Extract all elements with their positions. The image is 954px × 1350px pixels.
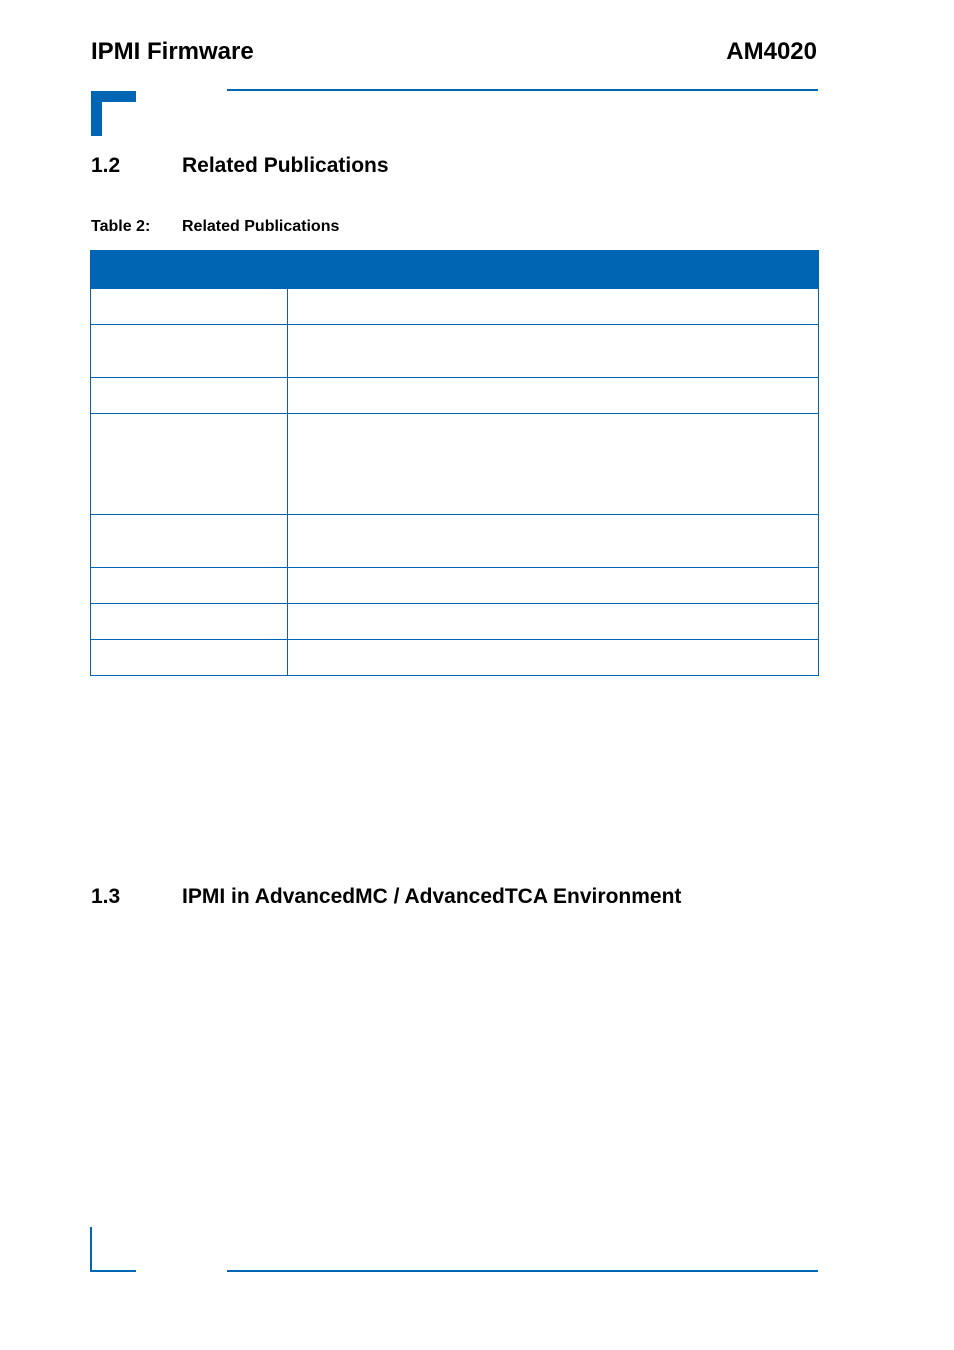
table-row xyxy=(91,289,819,325)
table-cell xyxy=(288,289,819,325)
table-row xyxy=(91,414,819,515)
document-title: IPMI Firmware xyxy=(91,38,254,65)
table-cell xyxy=(91,414,288,515)
table-row xyxy=(91,640,819,676)
table-cell xyxy=(288,378,819,414)
corner-mark-bottom-horizontal xyxy=(90,1270,136,1272)
table-row xyxy=(91,515,819,568)
table-row xyxy=(91,568,819,604)
table-caption-label: Table 2: xyxy=(91,218,151,235)
header-rule xyxy=(227,89,818,91)
header-cell-description xyxy=(288,251,819,289)
table-cell xyxy=(288,568,819,604)
table-row xyxy=(91,378,819,414)
table-cell xyxy=(288,604,819,640)
publications-table xyxy=(90,250,819,676)
table-row xyxy=(91,325,819,378)
table-cell xyxy=(91,640,288,676)
table-cell xyxy=(288,414,819,515)
table-cell xyxy=(288,515,819,568)
table-cell xyxy=(91,568,288,604)
table-row xyxy=(91,604,819,640)
section-title: IPMI in AdvancedMC / AdvancedTCA Environment xyxy=(182,885,682,908)
section-number: 1.3 xyxy=(91,885,121,908)
section-title: Related Publications xyxy=(182,154,389,177)
table-cell xyxy=(91,515,288,568)
section-number: 1.2 xyxy=(91,154,121,177)
table-cell xyxy=(288,640,819,676)
header-cell-publication xyxy=(91,251,288,289)
product-name: AM4020 xyxy=(726,38,817,65)
table-caption-title: Related Publications xyxy=(182,218,340,235)
footer-rule xyxy=(227,1270,818,1272)
table-cell xyxy=(91,289,288,325)
corner-mark-bottom xyxy=(90,1227,92,1272)
table-header-row xyxy=(91,251,819,289)
table-cell xyxy=(91,325,288,378)
table-cell xyxy=(91,378,288,414)
corner-mark-top-vertical xyxy=(91,91,102,136)
table-cell xyxy=(91,604,288,640)
table-cell xyxy=(288,325,819,378)
